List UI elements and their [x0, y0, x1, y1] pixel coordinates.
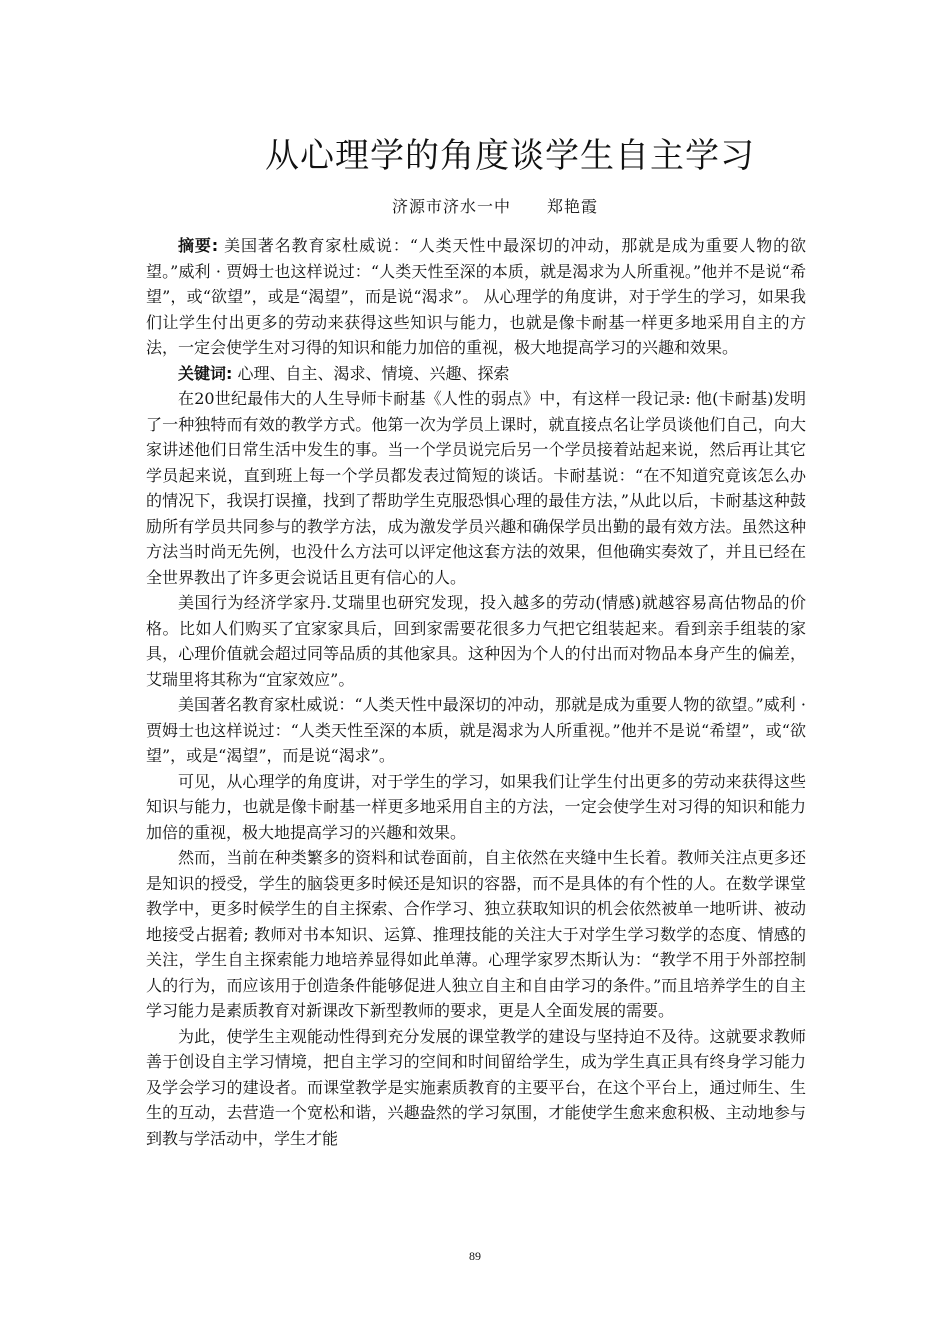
author-name: 郑艳霞: [547, 197, 599, 216]
keywords-text: 心理、自主、渴求、情境、兴趣、探索: [237, 363, 510, 383]
body-paragraph: 为此，使学生主观能动性得到充分发展的课堂教学的建设与坚持迫不及待。这就要求教师善于创设自主学习情境，把自主学习的空间和时间留给学生，成为学生真正具有终身学习能力及学会学习的建设者。而课堂教学是实施素质教育的主要平台，在这个平台上，通过师生、生生的互动，去营造一个宽松和谐，兴趣盎然的学习氛围，才能使学生愈来愈积极、主动地参与到教与学活动中，学生才能: [146, 1026, 806, 1148]
page-title: 从心理学的角度谈学生自主学习: [265, 136, 755, 176]
article-body: [146, 233, 806, 1151]
keywords-paragraph: [146, 361, 806, 387]
abstract-label: 摘要:: [178, 236, 219, 255]
keywords-label: 关键词:: [178, 363, 233, 383]
body-paragraph: 然而，当前在种类繁多的资料和试卷面前，自主依然在夹缝中生长着。教师关注点更多还是知识的授受，学生的脑袋更多时候还是知识的容器，而不是具体的有个性的人。在数学课堂教学中，更多时候学生的自主探索、合作学习、独立获取知识的机会依然被单一地听讲、被动地接受占据着; 教师对书本知识、运算、推理技能的关注大于对学生学习数学的态度、情感的关注，学生自主探索能力地培养显得如此单薄。心理学家罗杰斯认为：“教学不用于外部控制人的行为，而应该用于创造条件能够促进人独立自主和自由学习的条件。”而且培养学生的自主学习能力是素质教育对新课改下新型教师的要求，更是人全面发展的需要。: [146, 848, 806, 1020]
page-number: 89: [469, 1249, 481, 1263]
body-paragraph: 美国著名教育家杜威说：“人类天性中最深切的冲动，那就是成为重要人物的欲望。”威利 · 贾姆士也这样说过：“人类天性至深的本质，就是渴求为人所重视。”他并不是说“希望”，或“欲望”，或是“渴望”，而是说“渴求”。: [146, 695, 806, 765]
body-paragraph: 可见，从心理学的角度讲，对于学生的学习，如果我们让学生付出更多的劳动来获得这些知识与能力，也就是像卡耐基一样更多地采用自主的方法，一定会使学生对习得的知识和能力加倍的重视，极大地提高学习的兴趣和效果。: [146, 771, 806, 842]
body-paragraph: 美国行为经济学家丹.艾瑞里也研究发现，投入越多的劳动(情感)就越容易高估物品的价格。比如人们购买了宜家家具后，回到家需要花很多力气把它组装起来。看到亲手组装的家具，心理价值就会超过同等品质的其他家具。这种因为个人的付出而对物品本身产生的偏差，艾瑞里将其称为“宜家效应”。: [146, 593, 806, 689]
abstract-paragraph: [146, 233, 806, 361]
body-paragraph: 在20世纪最伟大的人生导师卡耐基《人性的弱点》中，有这样一段记录: 他(卡耐基)发明了一种独特而有效的教学方式。他第一次为学员上课时，就直接点名让学员谈他们自己，向大家讲述他们日常生活中发生的事。当一个学员说完后另一个学员接着站起来说，然后再让其它学员起来说，直到班上每一个学员都发表过简短的谈话。卡耐基说：“在不知道究竟该怎么办的情况下，我误打误撞，找到了帮助学生克服恐惧心理的最佳方法，”从此以后，卡耐基这种鼓励所有学员共同参与的教学方法，成为激发学员兴趣和确保学员出勤的最有效方法。虽然这种方法当时尚无先例，也没什么方法可以评定他这套方法的效果，但他确实奏效了，并且已经在全世界教出了许多更会说话且更有信心的人。: [146, 389, 806, 587]
abstract-text: 美国著名教育家杜威说：“人类天性中最深切的冲动，那就是成为重要人物的欲望。”威利 · 贾姆士也这样说过：“人类天性至深的本质，就是渴求为人所重视。”他并不是说“希望”，或“欲望”，或是“渴望”，而是说“渴求”。 从心理学的角度讲，对于学生的学习，如果我们让学生付出更多的劳动来获得这些知识与能力，也就是像卡耐基一样更多地采用自主的方法，一定会使学生对习得的知识和能力加倍的重视，极大地提高学习的兴趣和效果。: [146, 236, 806, 357]
author-school: 济源市济水一中: [391, 197, 511, 216]
byline: [0, 194, 950, 217]
